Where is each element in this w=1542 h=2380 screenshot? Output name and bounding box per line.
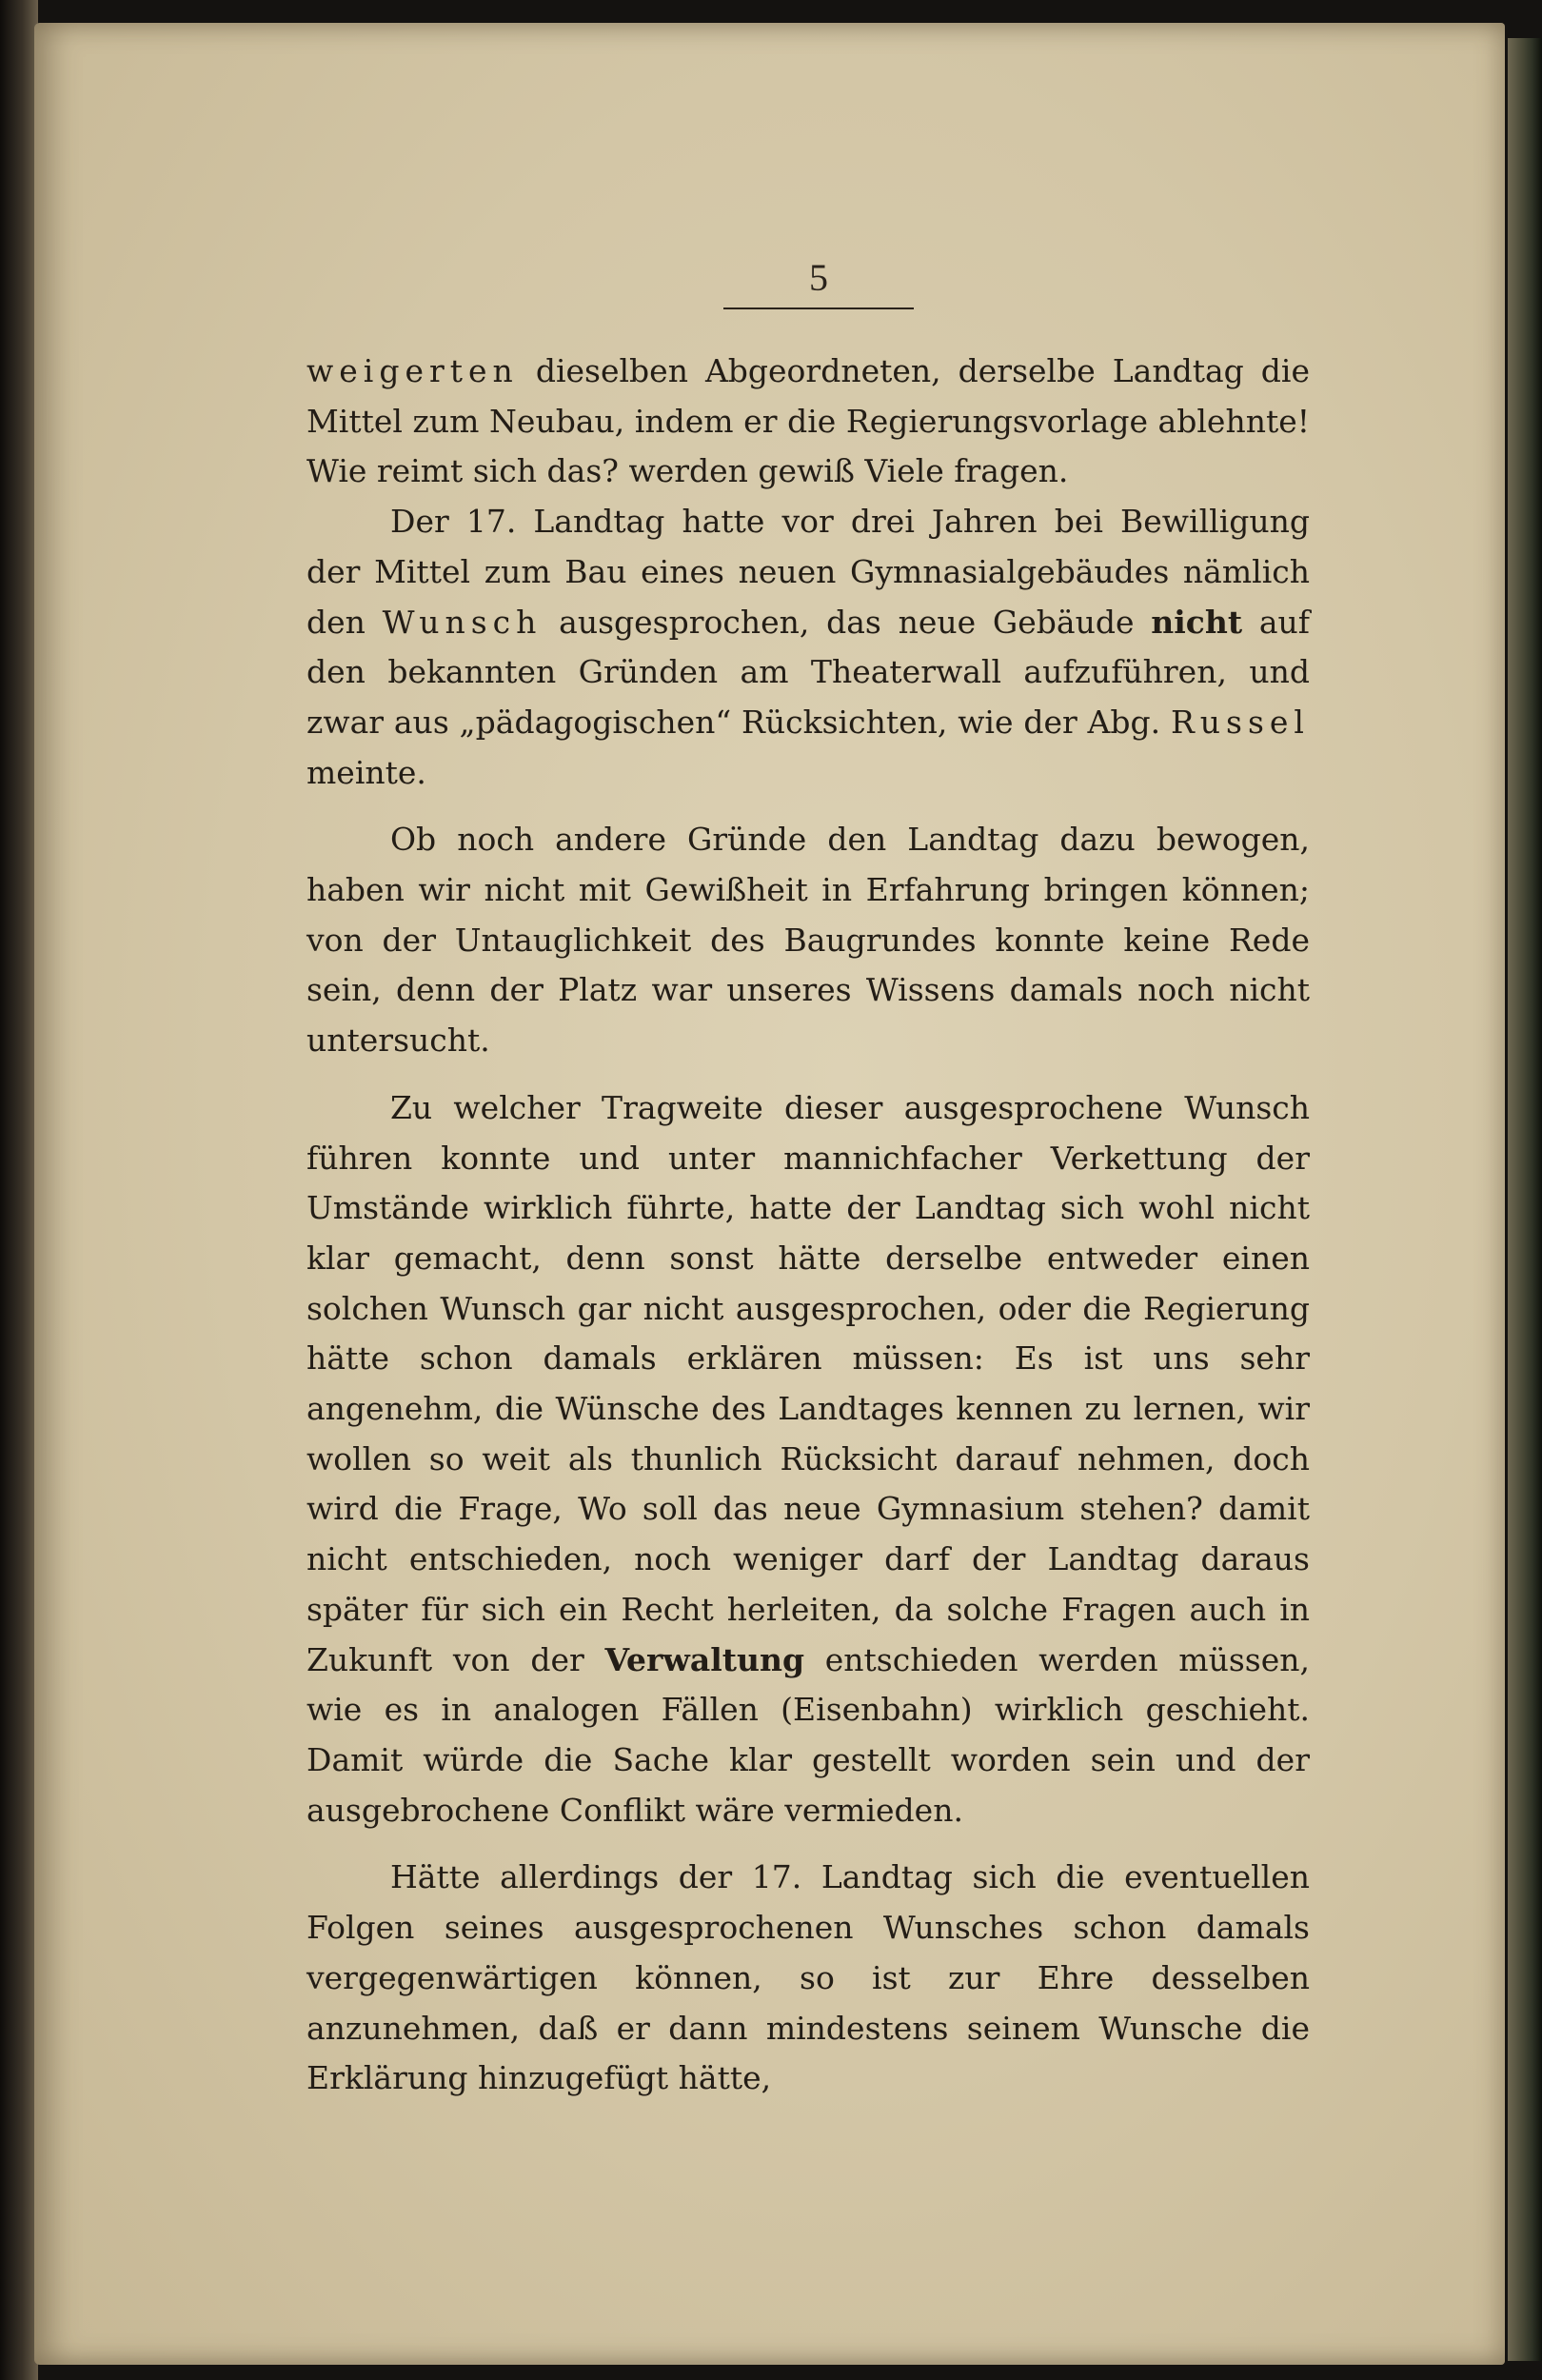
paragraph-4: [306, 1083, 1310, 1836]
paragraph-2-text-a: Der 17. Landtag hatte vor drei Jahren bei Bewilligung der Mittel zum Bau eines neuen Gymnasialgebäudes nämlich den: [306, 503, 1310, 641]
bold-word-nicht: nicht: [1151, 603, 1243, 641]
paragraph-2: [306, 497, 1310, 798]
page-number: 5: [723, 255, 914, 309]
body-text: [306, 347, 1310, 2104]
paragraph-1: [306, 347, 1310, 497]
paragraph-4-text-b: entschieden werden müssen, wie es in analogen Fällen (Eisenbahn) wirklich geschieht. Damit würde die Sache klar gestellt worden sein und der ausgebrochene Conflikt wäre vermieden.: [306, 1640, 1310, 1829]
paragraph-1-text: dieselben Abgeordneten, derselbe Landtag die Mittel zum Neubau, indem er die Regierungsvorlage ablehnte! Wie reimt sich das? werden gewiß Viele fragen.: [306, 352, 1310, 490]
spaced-word: weigerten: [306, 352, 519, 389]
paragraph-3: Ob noch andere Gründe den Landtag dazu bewogen, haben wir nicht mit Gewißheit in Erfahrung bringen können; von der Untauglichkeit des Baugrundes konnte keine Rede sein, denn der Platz war unseres Wissens damals noch nicht untersucht.: [306, 821, 1310, 1060]
spaced-word-wunsch: Wunsch: [382, 603, 543, 641]
book-spine-edge: [0, 0, 38, 2380]
paragraph-2-text-c: auf den bekannten Gründen am Theaterwall aufzuführen, und zwar aus „pädagogischen“ Rücksichten, wie der Abg.: [306, 603, 1310, 741]
paragraph-2-text-b: ausgesprochen, das neue Gebäude: [542, 603, 1152, 641]
paragraph-5: Hätte allerdings der 17. Landtag sich die eventuellen Folgen seines ausgesprochenen Wunsches schon damals vergegenwärtigen können, so ist zur Ehre desselben anzunehmen, daß er dann mindestens seinem Wunsche die Erklärung hinzugefügt hätte,: [306, 1858, 1310, 2097]
paragraph-4-text-a: Zu welcher Tragweite dieser ausgesprochene Wunsch führen konnte und unter mannichfacher Verkettung der Umstände wirklich führte, hatte der Landtag sich wohl nicht klar gemacht, denn sonst hätte derselbe entweder einen solchen Wunsch gar nicht ausgesprochen, oder die Regierung hätte schon damals erklären müssen: Es ist uns sehr angenehm, die Wünsche des Landtages kennen zu lernen, wir wollen so weit als thunlich Rücksicht darauf nehmen, doch wird die Frage, Wo soll das neue Gymnasium stehen? damit nicht entschieden, noch weniger darf der Landtag daraus später für sich ein Recht herleiten, da solche Fragen auch in Zukunft von der: [306, 1088, 1310, 1678]
spaced-word-russel: Russel: [1170, 703, 1310, 741]
bold-word-verwaltung: Verwaltung: [604, 1640, 805, 1678]
paragraph-2-text-d: meinte.: [306, 753, 426, 791]
book-cover-edge: [1508, 38, 1542, 2361]
